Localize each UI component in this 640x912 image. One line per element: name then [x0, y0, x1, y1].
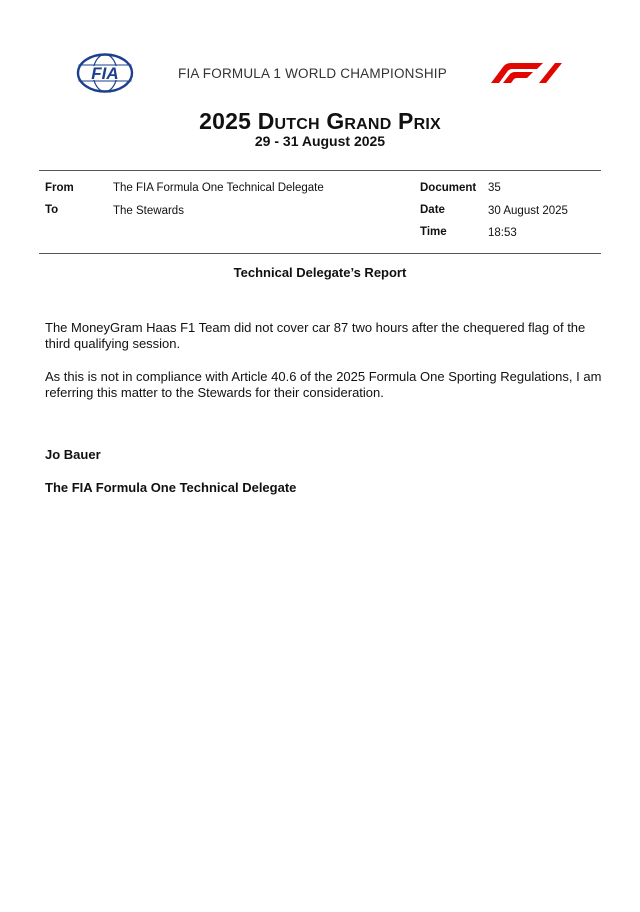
f1-logo-text: F1 — [483, 62, 485, 63]
date-label: Date — [420, 204, 445, 216]
meta-divider — [39, 253, 601, 254]
event-dates: 29 - 31 August 2025 — [254, 133, 386, 149]
time-label: Time — [420, 226, 447, 238]
signatory-role: The FIA Formula One Technical Delegate — [45, 480, 297, 495]
report-paragraph-1: The MoneyGram Haas F1 Team did not cover car 87 two hours after the chequered flag of the third qualifying session. — [45, 320, 586, 351]
f1-logo — [483, 62, 563, 84]
to-value: The Stewards — [113, 205, 184, 217]
championship-title: FIA FORMULA 1 WORLD CHAMPIONSHIP — [178, 66, 447, 81]
report-paragraph-2: As this is not in compliance with Article 40.6 of the 2025 Formula One Sporting Regulations, I am referring this matter to the Stewards for their consideration. — [45, 369, 602, 400]
event-title: 2025 Dutch Grand Prix — [199, 108, 441, 134]
time-value: 18:53 — [488, 227, 517, 239]
document-value: 35 — [488, 182, 501, 194]
from-label: From — [45, 182, 74, 194]
header-divider — [39, 170, 601, 171]
to-label: To — [45, 204, 59, 216]
report-title: Technical Delegate’s Report — [233, 265, 407, 280]
fia-logo-text: FIA — [91, 64, 119, 83]
from-value: The FIA Formula One Technical Delegate — [113, 182, 324, 194]
fia-logo — [76, 53, 134, 93]
document-label: Document — [420, 182, 477, 194]
signatory-name: Jo Bauer — [45, 447, 101, 462]
date-value: 30 August 2025 — [488, 205, 568, 217]
